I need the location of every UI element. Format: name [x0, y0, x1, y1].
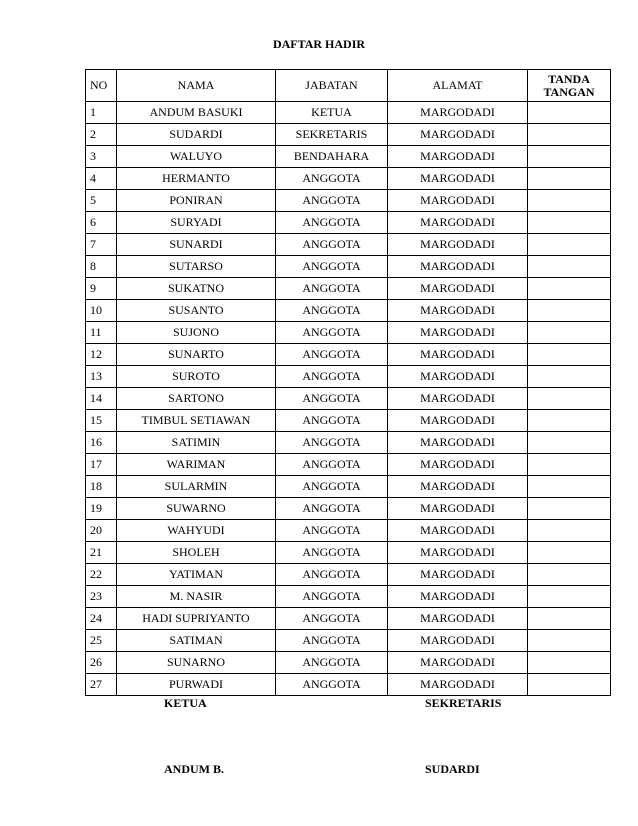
- cell-tanda-tangan: [528, 498, 611, 520]
- signature-name-right: SUDARDI: [425, 762, 480, 776]
- document-title: DAFTAR HADIR: [272, 37, 366, 51]
- header-tanda-tangan: TANDA TANGAN: [528, 70, 611, 102]
- cell-tanda-tangan: [528, 234, 611, 256]
- cell-tanda-tangan: [528, 432, 611, 454]
- table-row: [86, 476, 611, 498]
- cell-no: 16: [86, 432, 117, 454]
- cell-nama: SHOLEH: [117, 542, 276, 564]
- header-nama: NAMA: [117, 70, 276, 102]
- cell-alamat: MARGODADI: [388, 630, 528, 652]
- cell-tanda-tangan: [528, 630, 611, 652]
- cell-tanda-tangan: [528, 102, 611, 124]
- cell-nama: SUTARSO: [117, 256, 276, 278]
- cell-alamat: MARGODADI: [388, 520, 528, 542]
- cell-jabatan: BENDAHARA: [276, 146, 388, 168]
- table-row: [86, 564, 611, 586]
- cell-alamat: MARGODADI: [388, 344, 528, 366]
- table-row: [86, 652, 611, 674]
- cell-no: 11: [86, 322, 117, 344]
- header-jabatan: JABATAN: [276, 70, 388, 102]
- attendance-table: [85, 69, 611, 696]
- cell-alamat: MARGODADI: [388, 388, 528, 410]
- cell-nama: SUDARDI: [117, 124, 276, 146]
- table-row: [86, 586, 611, 608]
- signature-role-left: KETUA: [164, 696, 207, 710]
- header-no: NO: [86, 70, 117, 102]
- cell-nama: SUSANTO: [117, 300, 276, 322]
- cell-alamat: MARGODADI: [388, 168, 528, 190]
- cell-alamat: MARGODADI: [388, 432, 528, 454]
- table-row: [86, 124, 611, 146]
- cell-nama: WARIMAN: [117, 454, 276, 476]
- cell-tanda-tangan: [528, 608, 611, 630]
- cell-nama: SULARMIN: [117, 476, 276, 498]
- cell-no: 27: [86, 674, 117, 696]
- cell-jabatan: ANGGOTA: [276, 542, 388, 564]
- table-row: [86, 432, 611, 454]
- cell-alamat: MARGODADI: [388, 454, 528, 476]
- cell-no: 8: [86, 256, 117, 278]
- cell-alamat: MARGODADI: [388, 212, 528, 234]
- cell-nama: SURYADI: [117, 212, 276, 234]
- table-row: [86, 168, 611, 190]
- cell-no: 12: [86, 344, 117, 366]
- cell-alamat: MARGODADI: [388, 322, 528, 344]
- cell-alamat: MARGODADI: [388, 366, 528, 388]
- cell-nama: WALUYO: [117, 146, 276, 168]
- cell-nama: ANDUM BASUKI: [117, 102, 276, 124]
- cell-tanda-tangan: [528, 542, 611, 564]
- cell-tanda-tangan: [528, 300, 611, 322]
- table-row: [86, 278, 611, 300]
- cell-tanda-tangan: [528, 124, 611, 146]
- table-row: [86, 366, 611, 388]
- table-header-row: [86, 70, 611, 102]
- cell-nama: SUKATNO: [117, 278, 276, 300]
- cell-alamat: MARGODADI: [388, 674, 528, 696]
- cell-tanda-tangan: [528, 256, 611, 278]
- cell-tanda-tangan: [528, 520, 611, 542]
- cell-tanda-tangan: [528, 366, 611, 388]
- cell-tanda-tangan: [528, 454, 611, 476]
- cell-no: 4: [86, 168, 117, 190]
- cell-jabatan: ANGGOTA: [276, 476, 388, 498]
- cell-nama: SUNARNO: [117, 652, 276, 674]
- cell-nama: YATIMAN: [117, 564, 276, 586]
- cell-nama: M. NASIR: [117, 586, 276, 608]
- cell-jabatan: ANGGOTA: [276, 630, 388, 652]
- table-row: [86, 146, 611, 168]
- table-row: [86, 630, 611, 652]
- cell-jabatan: ANGGOTA: [276, 366, 388, 388]
- cell-jabatan: ANGGOTA: [276, 300, 388, 322]
- cell-alamat: MARGODADI: [388, 300, 528, 322]
- cell-alamat: MARGODADI: [388, 124, 528, 146]
- table-row: [86, 256, 611, 278]
- cell-alamat: MARGODADI: [388, 542, 528, 564]
- cell-nama: SATIMAN: [117, 630, 276, 652]
- cell-jabatan: ANGGOTA: [276, 212, 388, 234]
- cell-no: 7: [86, 234, 117, 256]
- cell-tanda-tangan: [528, 344, 611, 366]
- cell-jabatan: ANGGOTA: [276, 344, 388, 366]
- table-row: [86, 212, 611, 234]
- signature-name-left: ANDUM B.: [164, 762, 224, 776]
- table-body: [86, 102, 611, 696]
- cell-tanda-tangan: [528, 564, 611, 586]
- table-row: [86, 498, 611, 520]
- cell-nama: SUROTO: [117, 366, 276, 388]
- cell-jabatan: ANGGOTA: [276, 256, 388, 278]
- cell-no: 25: [86, 630, 117, 652]
- cell-no: 10: [86, 300, 117, 322]
- cell-jabatan: ANGGOTA: [276, 652, 388, 674]
- cell-no: 3: [86, 146, 117, 168]
- cell-no: 13: [86, 366, 117, 388]
- cell-tanda-tangan: [528, 586, 611, 608]
- cell-alamat: MARGODADI: [388, 146, 528, 168]
- table-row: [86, 190, 611, 212]
- cell-jabatan: ANGGOTA: [276, 410, 388, 432]
- cell-jabatan: ANGGOTA: [276, 432, 388, 454]
- cell-jabatan: ANGGOTA: [276, 674, 388, 696]
- header-alamat: ALAMAT: [388, 70, 528, 102]
- cell-no: 6: [86, 212, 117, 234]
- cell-tanda-tangan: [528, 190, 611, 212]
- cell-no: 19: [86, 498, 117, 520]
- table-row: [86, 234, 611, 256]
- cell-alamat: MARGODADI: [388, 564, 528, 586]
- cell-alamat: MARGODADI: [388, 102, 528, 124]
- cell-no: 22: [86, 564, 117, 586]
- table-row: [86, 388, 611, 410]
- cell-alamat: MARGODADI: [388, 476, 528, 498]
- cell-tanda-tangan: [528, 212, 611, 234]
- cell-alamat: MARGODADI: [388, 234, 528, 256]
- cell-jabatan: ANGGOTA: [276, 388, 388, 410]
- cell-jabatan: ANGGOTA: [276, 498, 388, 520]
- cell-nama: HADI SUPRIYANTO: [117, 608, 276, 630]
- cell-tanda-tangan: [528, 146, 611, 168]
- cell-no: 5: [86, 190, 117, 212]
- cell-alamat: MARGODADI: [388, 652, 528, 674]
- cell-nama: SUWARNO: [117, 498, 276, 520]
- cell-tanda-tangan: [528, 674, 611, 696]
- cell-nama: PONIRAN: [117, 190, 276, 212]
- cell-jabatan: ANGGOTA: [276, 454, 388, 476]
- cell-alamat: MARGODADI: [388, 278, 528, 300]
- cell-no: 2: [86, 124, 117, 146]
- cell-no: 26: [86, 652, 117, 674]
- cell-nama: SUNARDI: [117, 234, 276, 256]
- table-row: [86, 542, 611, 564]
- cell-tanda-tangan: [528, 388, 611, 410]
- cell-nama: TIMBUL SETIAWAN: [117, 410, 276, 432]
- cell-tanda-tangan: [528, 476, 611, 498]
- table-row: [86, 454, 611, 476]
- table-row: [86, 102, 611, 124]
- table-row: [86, 410, 611, 432]
- cell-nama: HERMANTO: [117, 168, 276, 190]
- cell-no: 15: [86, 410, 117, 432]
- cell-no: 20: [86, 520, 117, 542]
- cell-alamat: MARGODADI: [388, 498, 528, 520]
- cell-no: 18: [86, 476, 117, 498]
- cell-nama: SUJONO: [117, 322, 276, 344]
- signature-role-right: SEKRETARIS: [425, 696, 502, 710]
- cell-alamat: MARGODADI: [388, 586, 528, 608]
- cell-alamat: MARGODADI: [388, 190, 528, 212]
- cell-jabatan: ANGGOTA: [276, 608, 388, 630]
- cell-jabatan: ANGGOTA: [276, 168, 388, 190]
- cell-alamat: MARGODADI: [388, 608, 528, 630]
- cell-tanda-tangan: [528, 168, 611, 190]
- cell-alamat: MARGODADI: [388, 256, 528, 278]
- table-row: [86, 322, 611, 344]
- table-row: [86, 344, 611, 366]
- cell-tanda-tangan: [528, 652, 611, 674]
- cell-nama: WAHYUDI: [117, 520, 276, 542]
- cell-jabatan: KETUA: [276, 102, 388, 124]
- cell-no: 23: [86, 586, 117, 608]
- cell-no: 9: [86, 278, 117, 300]
- cell-tanda-tangan: [528, 410, 611, 432]
- cell-no: 24: [86, 608, 117, 630]
- cell-jabatan: ANGGOTA: [276, 278, 388, 300]
- cell-jabatan: ANGGOTA: [276, 322, 388, 344]
- cell-tanda-tangan: [528, 322, 611, 344]
- cell-jabatan: ANGGOTA: [276, 520, 388, 542]
- cell-no: 14: [86, 388, 117, 410]
- cell-no: 17: [86, 454, 117, 476]
- cell-nama: SARTONO: [117, 388, 276, 410]
- cell-alamat: MARGODADI: [388, 410, 528, 432]
- table-row: [86, 674, 611, 696]
- cell-jabatan: ANGGOTA: [276, 234, 388, 256]
- cell-no: 1: [86, 102, 117, 124]
- table-row: [86, 300, 611, 322]
- table-row: [86, 520, 611, 542]
- table-row: [86, 608, 611, 630]
- cell-jabatan: SEKRETARIS: [276, 124, 388, 146]
- cell-nama: SATIMIN: [117, 432, 276, 454]
- cell-jabatan: ANGGOTA: [276, 190, 388, 212]
- cell-jabatan: ANGGOTA: [276, 586, 388, 608]
- cell-jabatan: ANGGOTA: [276, 564, 388, 586]
- cell-nama: PURWADI: [117, 674, 276, 696]
- cell-nama: SUNARTO: [117, 344, 276, 366]
- cell-tanda-tangan: [528, 278, 611, 300]
- cell-no: 21: [86, 542, 117, 564]
